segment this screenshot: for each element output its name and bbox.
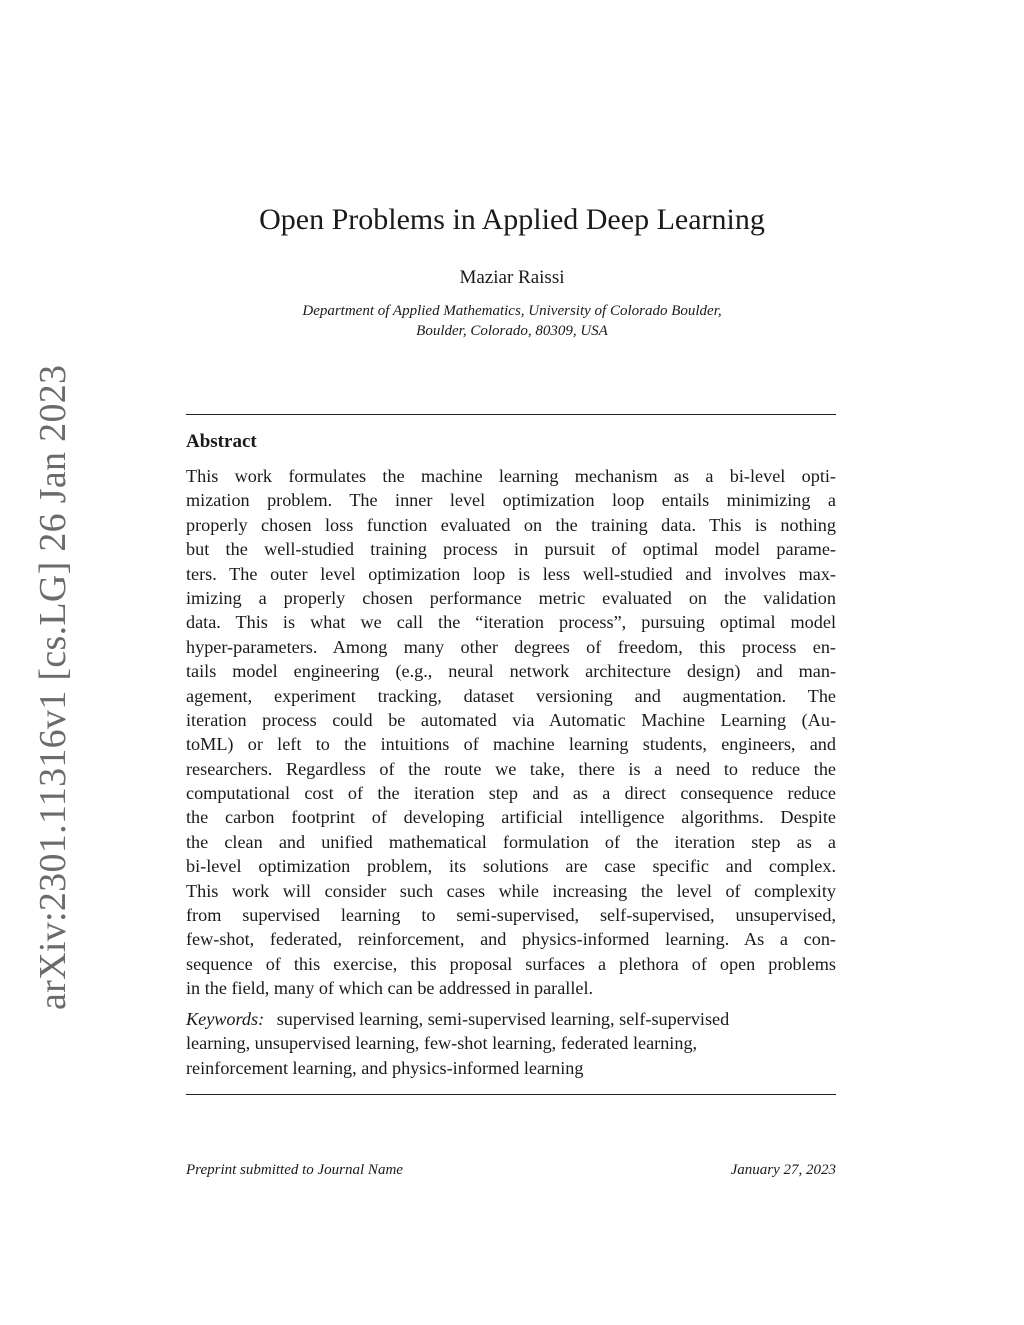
abstract-heading: Abstract [186, 431, 257, 452]
abstract-line: but the well-studied training process in pursuit of optimal model parame- [186, 539, 836, 560]
abstract-line: agement, experiment tracking, dataset versioning and augmentation. The [186, 685, 836, 706]
keywords-line-1 [186, 1007, 836, 1031]
paper-title: Open Problems in Applied Deep Learning [259, 203, 765, 236]
keywords-label: Keywords: [186, 1009, 265, 1029]
abstract-line: from supervised learning to semi-supervised, self-supervised, unsupervised, [186, 905, 836, 926]
abstract-line: properly chosen loss function evaluated on the training data. This is nothing [186, 514, 836, 535]
abstract-line: This work will consider such cases while increasing the level of complexity [186, 880, 836, 901]
keywords-line-3: reinforcement learning, and physics-informed learning [186, 1057, 584, 1078]
affiliation-line-2: Boulder, Colorado, 80309, USA [416, 323, 608, 339]
abstract-bottom-rule [186, 1094, 836, 1095]
preprint-date: January 27, 2023 [730, 1162, 836, 1178]
abstract-line: This work formulates the machine learning mechanism as a bi-level opti- [186, 466, 836, 486]
abstract-line: imizing a properly chosen performance metric evaluated on the validation [186, 587, 836, 608]
abstract-line: computational cost of the iteration step and as a direct consequence reduce [186, 783, 836, 804]
author-name: Maziar Raissi [459, 267, 565, 288]
arxiv-identifier: arXiv:2301.11316v1 [cs.LG] 26 Jan 2023 [32, 364, 74, 1010]
keywords-block [186, 1007, 836, 1080]
abstract-line: researchers. Regardless of the route we take, there is a need to reduce the [186, 758, 836, 779]
abstract-line: data. This is what we call the “iteration process”, pursuing optimal model [186, 612, 836, 633]
abstract-line: sequence of this exercise, this proposal surfaces a plethora of open problems [186, 953, 836, 974]
abstract-line: hyper-parameters. Among many other degrees of freedom, this process en- [186, 636, 836, 657]
preprint-note: Preprint submitted to Journal Name [186, 1162, 403, 1178]
abstract-line: the carbon footprint of developing artificial intelligence algorithms. Despite [186, 807, 836, 828]
abstract-line: mization problem. The inner level optimization loop entails minimizing a [186, 490, 836, 511]
abstract-line: few-shot, federated, reinforcement, and physics-informed learning. As a con- [186, 929, 836, 950]
abstract-body [186, 464, 836, 1001]
abstract-line: in the field, many of which can be addressed in parallel. [186, 978, 594, 999]
abstract-line: iteration process could be automated via Automatic Machine Learning (Au- [186, 709, 836, 730]
abstract-line: ters. The outer level optimization loop is less well-studied and involves max- [186, 563, 836, 584]
abstract-line: bi-level optimization problem, its solutions are case specific and complex. [186, 856, 836, 877]
keywords-text-1: supervised learning, semi-supervised learning, self-supervised [276, 1009, 730, 1029]
abstract-line: tails model engineering (e.g., neural network architecture design) and man- [186, 661, 836, 682]
affiliation-line-1: Department of Applied Mathematics, University of Colorado Boulder, [302, 303, 722, 319]
author-affiliation [0, 301, 1024, 341]
abstract-line: toML) or left to the intuitions of machine learning students, engineers, and [186, 734, 836, 755]
abstract-top-rule [186, 414, 836, 415]
keywords-line-2: learning, unsupervised learning, few-shot learning, federated learning, [186, 1033, 698, 1054]
abstract-line: the clean and unified mathematical formulation of the iteration step as a [186, 831, 836, 852]
